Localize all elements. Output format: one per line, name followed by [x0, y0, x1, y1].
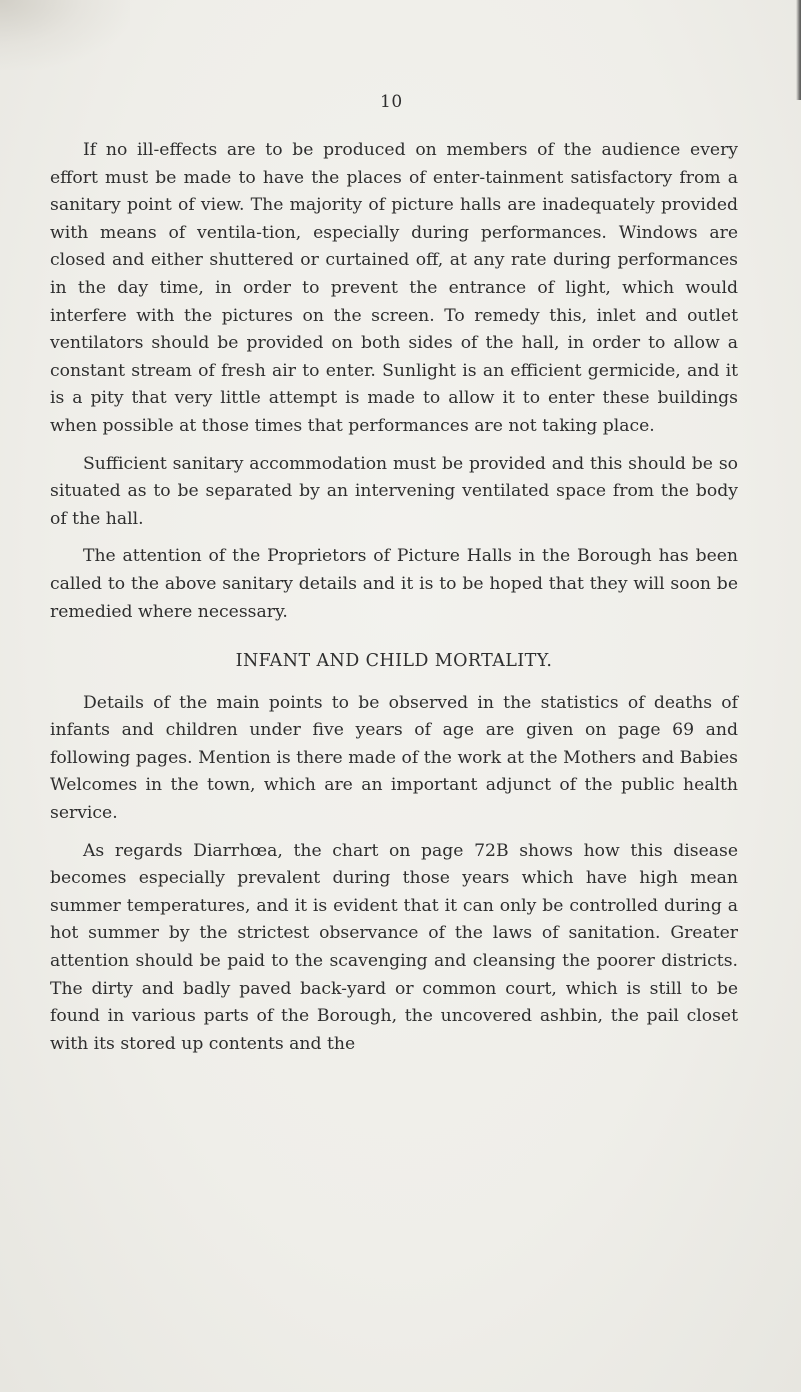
page-number: 10 — [380, 92, 403, 112]
paragraph-proprietors: The attention of the Proprietors of Picture Halls in the Borough has been called to the above sanitary details and it is to be hoped that they will soon be remedied where necessary. — [50, 546, 738, 622]
paragraph-ventilation: If no ill-effects are to be produced on members of the audience every effort must be made to have the places of enter-tainment satisfactory from a sanitary point of view. The majority of picture halls are inadequately provided with means of ventila-tion, especially during performances. Windows are closed and either shuttered or curtained off, at any rate during performances in the day time, in order to prevent the entrance of light, which would interfere with the pictures on the screen. To remedy this, inlet and outlet ventilators should be provided on both sides of the hall, in order to allow a constant stream of fresh air to enter. Sunlight is an efficient germicide, and it is a pity that very little attempt is made to allow it to enter these buildings when possible at those times that performances are not taking place. — [50, 140, 738, 436]
section-heading: INFANT AND CHILD MORTALITY. — [235, 651, 553, 672]
body-text — [50, 137, 738, 1058]
paragraph-statistics: Details of the main points to be observed in the statistics of deaths of infants and children under five years of age are given on page 69 and following pages. Mention is there made of the work at the Mothers and Babies Welcomes in the town, which are an important adjunct of the public health service. — [50, 692, 738, 824]
paragraph-diarrhoea: As regards Diarrhœa, the chart on page 72B shows how this disease becomes especially prevalent during those years which have high mean summer temperatures, and it is evident that it can only be controlled during a hot summer by the strictest observance of the laws of sanitation. Greater attention should be paid to the scavenging and cleansing the poorer districts. The dirty and badly paved back-yard or common court, which is still to be found in various parts of the Borough, the uncovered ashbin, the pail closet with its stored up contents and the — [50, 840, 738, 1054]
paper-stain — [0, 0, 130, 70]
page-edge-shadow — [796, 0, 801, 100]
paragraph-sanitary-accommodation: Sufficient sanitary accommodation must be provided and this should be so situated as to be separated by an intervening ventilated space from the body of the hall. — [50, 453, 738, 529]
